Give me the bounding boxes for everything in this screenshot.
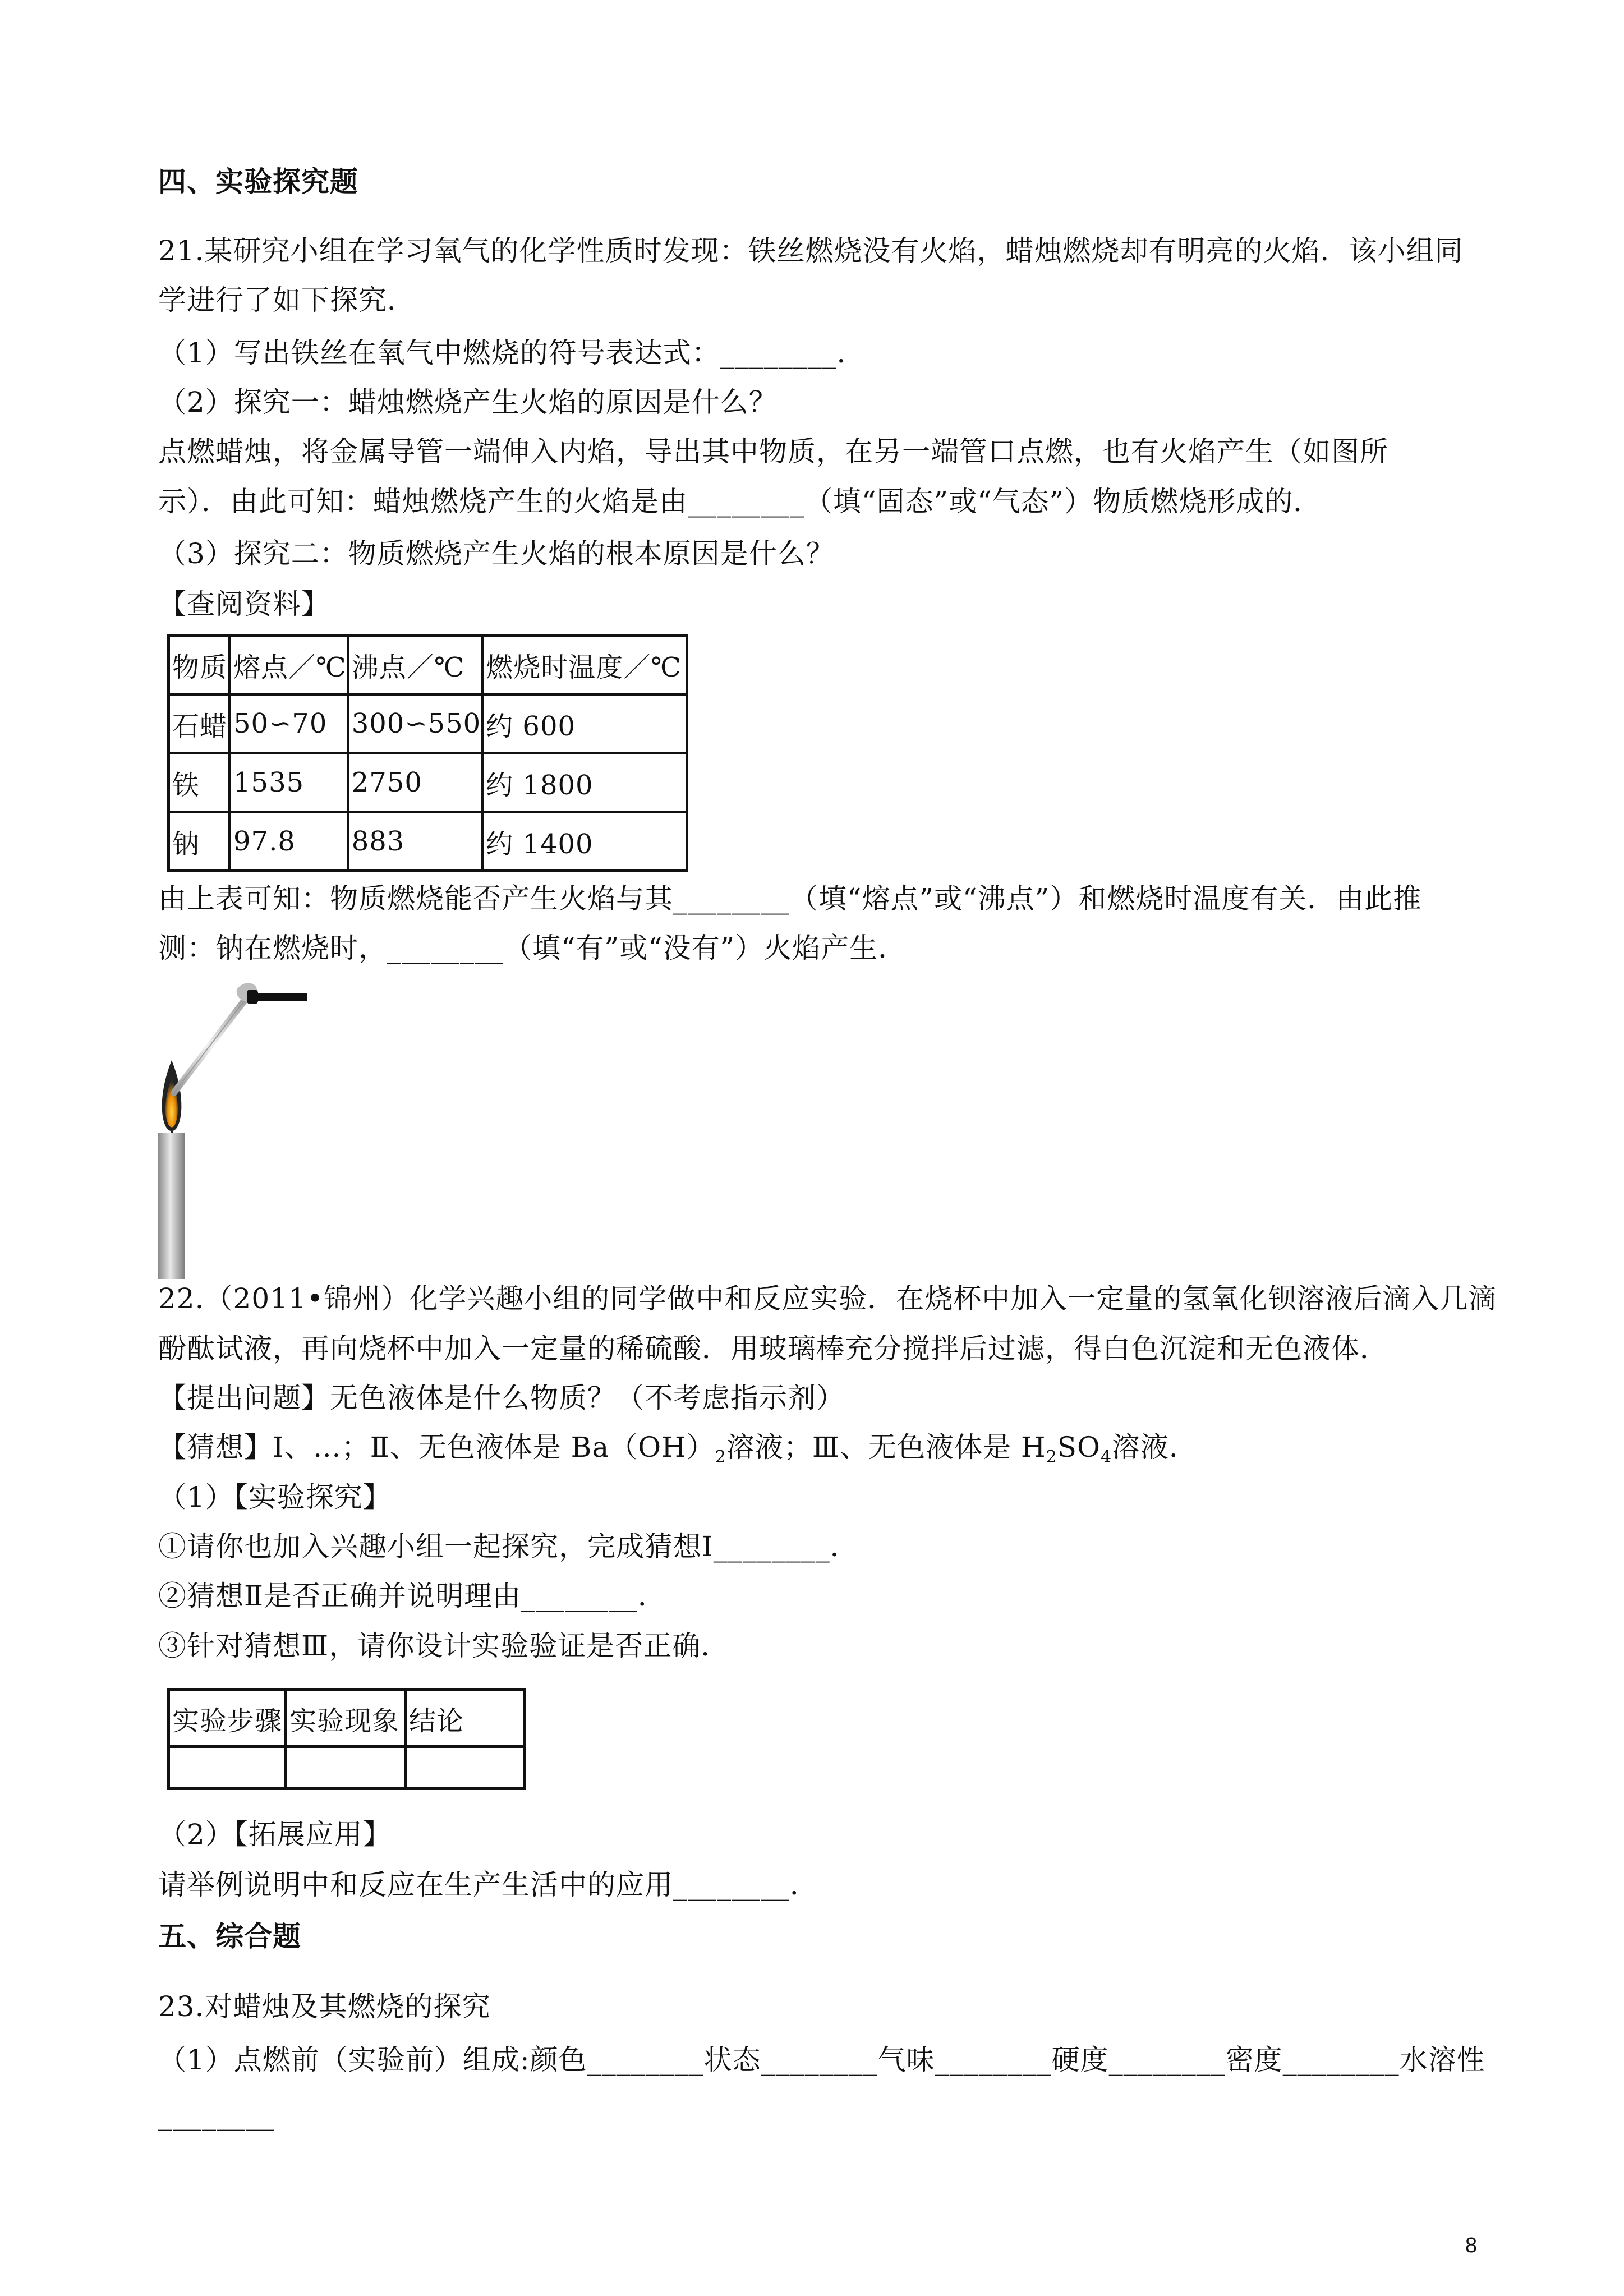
table-header-cell: 沸点／℃	[348, 636, 482, 694]
q23-part1: （1）点燃前（实验前）组成:颜色________状态________气味________硬度________密度________水溶性	[158, 2044, 1485, 2076]
table-cell: 1535	[230, 753, 348, 812]
table-cell: 钠	[169, 812, 230, 871]
q22-text: 酚酞试液，再向烧杯中加入一定量的稀硫酸．用玻璃棒充分搅拌后过滤，得白色沉淀和无色液体．	[158, 1332, 1388, 1365]
table-cell	[169, 1747, 286, 1789]
table-cell: 2750	[348, 753, 482, 812]
match-stick	[252, 993, 307, 1001]
q21-text: 21.某研究小组在学习氧气的化学性质时发现：铁丝燃烧没有火焰，蜡烛燃烧却有明亮的火焰．该小组同	[158, 234, 1464, 267]
table-cell	[286, 1747, 406, 1789]
q21-text: 示）．由此可知：蜡烛燃烧产生的火焰是由________（填“固态”或“气态”）物质燃烧形成的．	[158, 485, 1322, 518]
table-cell: 97.8	[230, 812, 348, 871]
q23-text: ________	[158, 2099, 275, 2131]
q22-text: 请举例说明中和反应在生产生活中的应用________．	[158, 1869, 818, 1901]
q22-question: 【提出问题】无色液体是什么物质？（不考虑指示剂）	[158, 1382, 845, 1414]
section-five-title: 五、综合题	[158, 1920, 301, 1953]
q22-part1: （1）【实验探究】	[158, 1481, 392, 1513]
q21-part3: （3）探究二：物质燃烧产生火焰的根本原因是什么？	[158, 537, 835, 570]
table-header-cell: 结论	[406, 1690, 525, 1747]
table-header-cell: 物质	[169, 636, 230, 694]
q22-hypothesis: 【猜想】Ⅰ、…；Ⅱ、无色液体是 $Ba(OH)_2$溶液；Ⅲ、无色液体是 $H_2SO_4$溶液．	[158, 1431, 1198, 1467]
candle-body	[158, 1133, 185, 1279]
table-header-cell: 实验步骤	[169, 1690, 286, 1747]
q21-text: 测：钠在燃烧时，________（填“有”或“没有”）火焰产生．	[158, 932, 907, 964]
table-header-row	[169, 1690, 525, 1747]
table-cell: 约 1800	[482, 753, 687, 812]
table-header-cell: 实验现象	[286, 1690, 406, 1747]
q22-item1: ①请你也加入兴趣小组一起探究，完成猜想Ⅰ________．	[158, 1530, 859, 1563]
table-header-cell: 燃烧时温度／℃	[482, 636, 687, 694]
table-cell: 883	[348, 812, 482, 871]
q21-text: 点燃蜡烛，将金属导管一端伸入内焰，导出其中物质，在另一端管口点燃，也有火焰产生（如图所	[158, 435, 1388, 468]
q21-data-table	[167, 634, 688, 872]
table-row	[169, 1747, 525, 1789]
q22-item2: ②猜想Ⅱ是否正确并说明理由________．	[158, 1580, 666, 1612]
table-cell: 铁	[169, 753, 230, 812]
table-cell: 50∽70	[230, 694, 348, 753]
table-row	[169, 694, 687, 753]
section-four-title: 四、实验探究题	[158, 165, 358, 198]
q21-reference-heading: 【查阅资料】	[158, 588, 330, 620]
q22-experiment-table	[167, 1688, 526, 1790]
table-cell: 300∽550	[348, 694, 482, 753]
q22-item3: ③针对猜想Ⅲ，请你设计实验验证是否正确．	[158, 1630, 730, 1662]
table-header-row	[169, 636, 687, 694]
q21-text: 学进行了如下探究．	[158, 284, 416, 316]
table-row	[169, 812, 687, 871]
table-header-cell: 熔点／℃	[230, 636, 348, 694]
table-cell: 约 1400	[482, 812, 687, 871]
candle-experiment-figure	[151, 965, 320, 1279]
q22-part2: （2）【拓展应用】	[158, 1818, 392, 1851]
table-cell	[406, 1747, 525, 1789]
q21-part1: （1）写出铁丝在氧气中燃烧的符号表达式：________．	[158, 337, 866, 369]
q21-part2: （2）探究一：蜡烛燃烧产生火焰的原因是什么？	[158, 386, 778, 418]
table-row	[169, 753, 687, 812]
q21-text: 由上表可知：物质燃烧能否产生火焰与其________（填“熔点”或“沸点”）和燃烧时温度有关．由此推	[158, 882, 1422, 915]
table-cell: 约 600	[482, 694, 687, 753]
q23-text: 23.对蜡烛及其燃烧的探究	[158, 1990, 491, 2023]
page-number: 8	[1465, 2234, 1478, 2257]
q22-text: 22.（2011•锦州）化学兴趣小组的同学做中和反应实验．在烧杯中加入一定量的氢氧化钡溶液后滴入几滴	[158, 1282, 1497, 1315]
table-cell: 石蜡	[169, 694, 230, 753]
